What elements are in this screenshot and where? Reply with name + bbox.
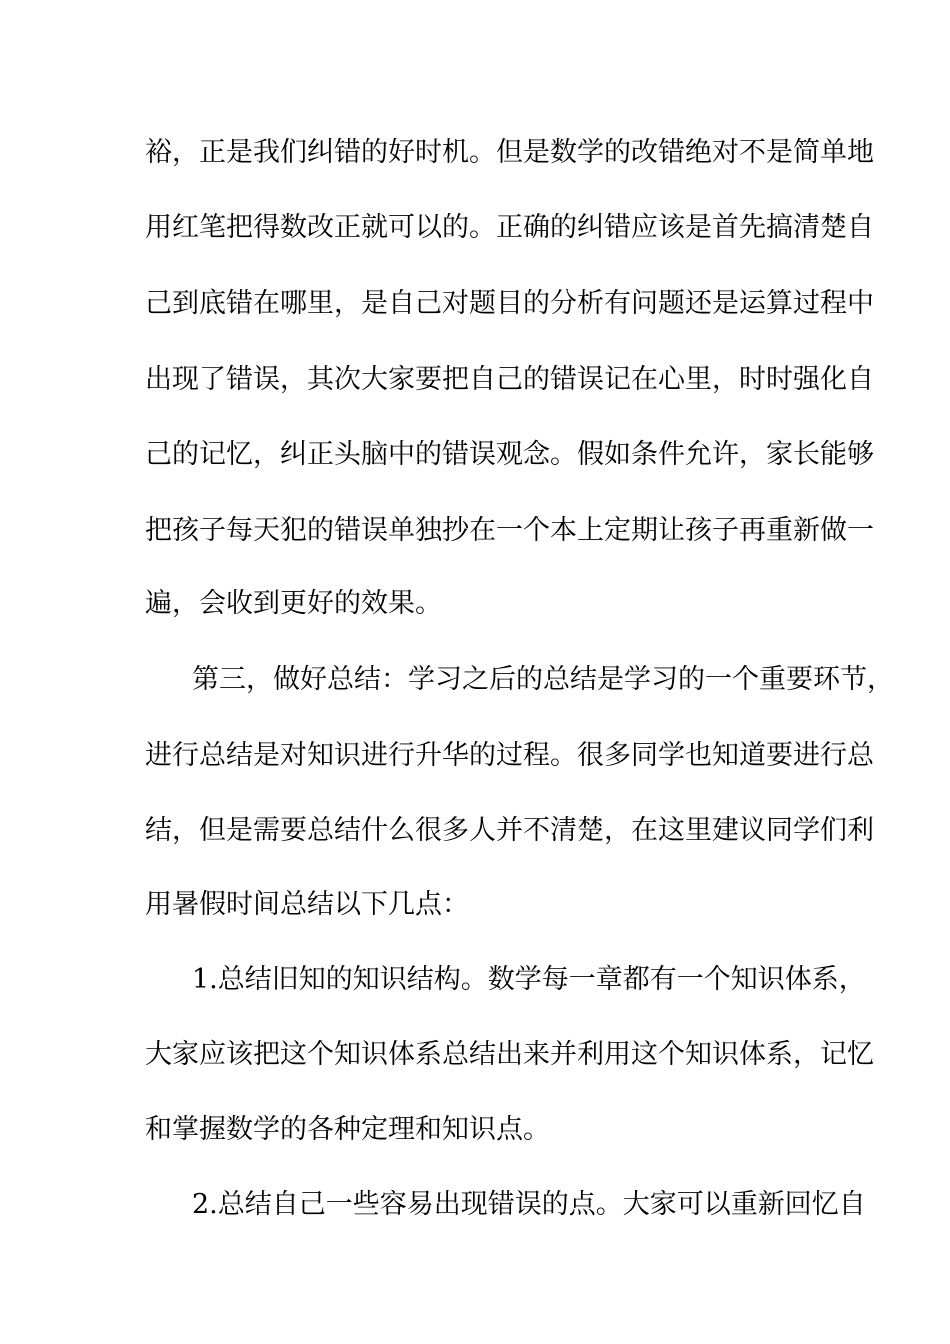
text-line xyxy=(0,284,950,324)
line-text: 遍，会收到更好的效果。 xyxy=(145,588,442,619)
line-text: 己的记忆，纠正头脑中的错误观念。假如条件允许，家长能够 xyxy=(145,439,874,470)
line-text: 第三，做好总结：学习之后的总结是学习的一个重要环节， xyxy=(192,664,894,695)
line-text: 用暑假时间总结以下几点： xyxy=(145,889,469,920)
paragraph-first-line xyxy=(0,660,950,700)
text-line xyxy=(0,885,950,925)
text-line xyxy=(0,1035,950,1075)
line-text: 出现了错误，其次大家要把自己的错误记在心里，时时强化自 xyxy=(145,364,874,395)
line-text: 己到底错在哪里，是自己对题目的分析有问题还是运算过程中 xyxy=(145,288,874,319)
line-text: 进行总结是对知识进行升华的过程。很多同学也知道要进行总 xyxy=(145,740,874,771)
text-line xyxy=(0,435,950,475)
line-text: 结，但是需要总结什么很多人并不清楚，在这里建议同学们利 xyxy=(145,815,874,846)
paragraph-first-line xyxy=(0,960,950,1000)
line-text: 大家应该把这个知识体系总结出来并利用这个知识体系，记忆 xyxy=(145,1039,874,1070)
line-text: 1.总结旧知的知识结构。数学每一章都有一个知识体系， xyxy=(192,964,866,995)
line-text: 和掌握数学的各种定理和知识点。 xyxy=(145,1114,550,1145)
text-line xyxy=(0,736,950,776)
line-text: 用红笔把得数改正就可以的。正确的纠错应该是首先搞清楚自 xyxy=(145,212,874,243)
text-line xyxy=(0,133,950,173)
text-line xyxy=(0,208,950,248)
line-text: 裕，正是我们纠错的好时机。但是数学的改错绝对不是简单地 xyxy=(145,137,874,168)
text-line xyxy=(0,511,950,551)
text-line xyxy=(0,584,950,624)
text-line xyxy=(0,811,950,851)
paragraph-first-line xyxy=(0,1185,950,1225)
line-text: 2.总结自己一些容易出现错误的点。大家可以重新回忆自 xyxy=(192,1189,866,1220)
text-line xyxy=(0,1110,950,1150)
text-line xyxy=(0,360,950,400)
line-text: 把孩子每天犯的错误单独抄在一个本上定期让孩子再重新做一 xyxy=(145,515,874,546)
